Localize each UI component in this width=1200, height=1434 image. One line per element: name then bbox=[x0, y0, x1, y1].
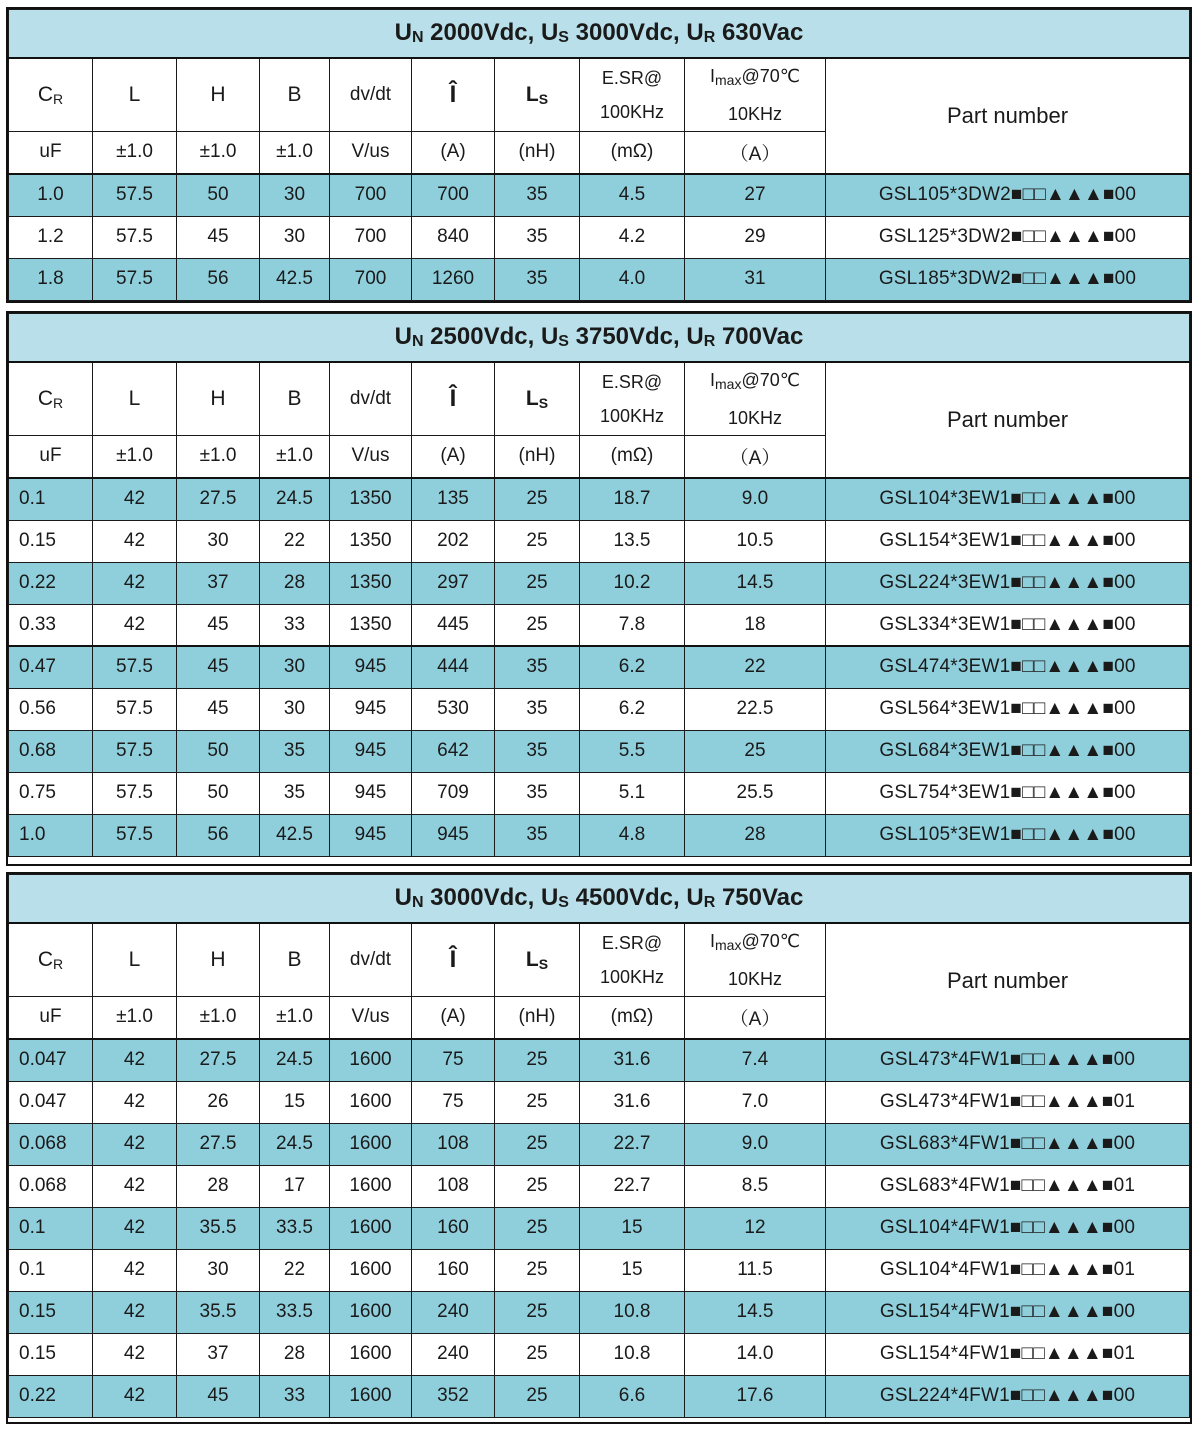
spec-table bbox=[8, 313, 1190, 857]
cell-inductance: 35 bbox=[495, 814, 580, 856]
cell-length: 42 bbox=[93, 1291, 177, 1333]
col-header-part-number: Part number bbox=[826, 362, 1190, 479]
table-row bbox=[9, 772, 1190, 814]
cell-height: 35.5 bbox=[177, 1207, 260, 1249]
cell-capacitance: 0.068 bbox=[9, 1165, 93, 1207]
cell-capacitance: 0.75 bbox=[9, 772, 93, 814]
cell-height: 37 bbox=[177, 1333, 260, 1375]
cell-breadth: 33.5 bbox=[260, 1207, 330, 1249]
cell-part-number: GSL125*3DW2■□□▲▲▲■00 bbox=[826, 216, 1190, 258]
cell-peak-current: 709 bbox=[412, 772, 495, 814]
unit-breadth: ±1.0 bbox=[260, 435, 330, 478]
cell-inductance: 35 bbox=[495, 258, 580, 300]
cell-imax: 22.5 bbox=[685, 688, 826, 730]
cell-esr: 5.1 bbox=[580, 772, 685, 814]
table-row bbox=[9, 1165, 1190, 1207]
cell-length: 42 bbox=[93, 520, 177, 562]
cell-capacitance: 0.15 bbox=[9, 1333, 93, 1375]
cell-inductance: 25 bbox=[495, 520, 580, 562]
unit-breadth: ±1.0 bbox=[260, 131, 330, 174]
cell-peak-current: 352 bbox=[412, 1375, 495, 1417]
cell-peak-current: 75 bbox=[412, 1081, 495, 1123]
cell-height: 56 bbox=[177, 258, 260, 300]
cell-height: 28 bbox=[177, 1165, 260, 1207]
cell-imax: 28 bbox=[685, 814, 826, 856]
cell-imax: 29 bbox=[685, 216, 826, 258]
cell-breadth: 28 bbox=[260, 562, 330, 604]
col-header-capacitance: $C_R$ bbox=[9, 362, 93, 436]
cell-part-number: GSL185*3DW2■□□▲▲▲■00 bbox=[826, 258, 1190, 300]
col-header-breadth: B bbox=[260, 58, 330, 132]
cell-inductance: 25 bbox=[495, 562, 580, 604]
cell-capacitance: 0.56 bbox=[9, 688, 93, 730]
cell-capacitance: 0.068 bbox=[9, 1123, 93, 1165]
cell-part-number: GSL105*3DW2■□□▲▲▲■00 bbox=[826, 174, 1190, 216]
unit-imax: （A） bbox=[685, 435, 826, 478]
table-row bbox=[9, 688, 1190, 730]
voltage-rating-title: $U_N$ 2500Vdc, $U_S$ 3750Vdc, $U_R$ 700Vac bbox=[9, 314, 1190, 362]
cell-peak-current: 945 bbox=[412, 814, 495, 856]
cell-length: 57.5 bbox=[93, 216, 177, 258]
unit-breadth: ±1.0 bbox=[260, 996, 330, 1039]
cell-capacitance: 0.1 bbox=[9, 478, 93, 520]
spec-table bbox=[8, 874, 1190, 1418]
col-header-height: H bbox=[177, 58, 260, 132]
table-row bbox=[9, 216, 1190, 258]
cell-inductance: 35 bbox=[495, 174, 580, 216]
col-header-dvdt: dv/dt bbox=[330, 58, 412, 132]
cell-inductance: 35 bbox=[495, 688, 580, 730]
spec-table-section bbox=[6, 872, 1192, 1424]
cell-length: 42 bbox=[93, 1165, 177, 1207]
cell-esr: 6.6 bbox=[580, 1375, 685, 1417]
cell-capacitance: 0.47 bbox=[9, 646, 93, 688]
table-row bbox=[9, 478, 1190, 520]
table-row bbox=[9, 1291, 1190, 1333]
col-header-esr: E.SR@ 100KHz bbox=[580, 58, 685, 132]
cell-peak-current: 444 bbox=[412, 646, 495, 688]
cell-dvdt: 1600 bbox=[330, 1249, 412, 1291]
voltage-rating-title: $U_N$ 2000Vdc, $U_S$ 3000Vdc, $U_R$ 630Vac bbox=[9, 10, 1190, 58]
cell-inductance: 25 bbox=[495, 1249, 580, 1291]
cell-inductance: 25 bbox=[495, 1375, 580, 1417]
cell-height: 50 bbox=[177, 730, 260, 772]
cell-capacitance: 0.1 bbox=[9, 1249, 93, 1291]
cell-imax: 17.6 bbox=[685, 1375, 826, 1417]
cell-dvdt: 945 bbox=[330, 814, 412, 856]
cell-length: 42 bbox=[93, 562, 177, 604]
col-header-esr: E.SR@ 100KHz bbox=[580, 362, 685, 436]
cell-peak-current: 135 bbox=[412, 478, 495, 520]
cell-inductance: 25 bbox=[495, 478, 580, 520]
cell-length: 42 bbox=[93, 1207, 177, 1249]
cell-breadth: 24.5 bbox=[260, 1123, 330, 1165]
spec-table bbox=[8, 9, 1190, 301]
unit-esr: (mΩ) bbox=[580, 996, 685, 1039]
cell-part-number: GSL683*4FW1■□□▲▲▲■01 bbox=[826, 1165, 1190, 1207]
cell-dvdt: 945 bbox=[330, 646, 412, 688]
cell-dvdt: 945 bbox=[330, 688, 412, 730]
unit-height: ±1.0 bbox=[177, 435, 260, 478]
cell-height: 30 bbox=[177, 1249, 260, 1291]
cell-capacitance: 0.047 bbox=[9, 1039, 93, 1081]
cell-dvdt: 1350 bbox=[330, 562, 412, 604]
cell-part-number: GSL224*4FW1■□□▲▲▲■00 bbox=[826, 1375, 1190, 1417]
cell-part-number: GSL104*4FW1■□□▲▲▲■01 bbox=[826, 1249, 1190, 1291]
cell-esr: 31.6 bbox=[580, 1081, 685, 1123]
cell-imax: 12 bbox=[685, 1207, 826, 1249]
unit-length: ±1.0 bbox=[93, 131, 177, 174]
unit-length: ±1.0 bbox=[93, 435, 177, 478]
cell-imax: 10.5 bbox=[685, 520, 826, 562]
unit-capacitance: uF bbox=[9, 435, 93, 478]
table-row bbox=[9, 520, 1190, 562]
cell-dvdt: 1350 bbox=[330, 520, 412, 562]
col-header-peak-current: Î bbox=[412, 923, 495, 997]
cell-dvdt: 1600 bbox=[330, 1291, 412, 1333]
cell-inductance: 25 bbox=[495, 1081, 580, 1123]
cell-imax: 14.5 bbox=[685, 562, 826, 604]
cell-inductance: 25 bbox=[495, 1123, 580, 1165]
cell-part-number: GSL154*3EW1■□□▲▲▲■00 bbox=[826, 520, 1190, 562]
col-header-length: L bbox=[93, 362, 177, 436]
cell-imax: 25.5 bbox=[685, 772, 826, 814]
table-row bbox=[9, 730, 1190, 772]
cell-height: 27.5 bbox=[177, 1039, 260, 1081]
cell-peak-current: 700 bbox=[412, 174, 495, 216]
col-header-imax: $I_{max}@70℃$ 10KHz bbox=[685, 58, 826, 132]
cell-dvdt: 1600 bbox=[330, 1207, 412, 1249]
cell-inductance: 25 bbox=[495, 1333, 580, 1375]
unit-inductance: (nH) bbox=[495, 996, 580, 1039]
cell-imax: 7.4 bbox=[685, 1039, 826, 1081]
unit-peak-current: (A) bbox=[412, 996, 495, 1039]
unit-dvdt: V/us bbox=[330, 131, 412, 174]
cell-peak-current: 160 bbox=[412, 1249, 495, 1291]
cell-breadth: 24.5 bbox=[260, 478, 330, 520]
cell-capacitance: 0.047 bbox=[9, 1081, 93, 1123]
cell-peak-current: 240 bbox=[412, 1291, 495, 1333]
unit-peak-current: (A) bbox=[412, 131, 495, 174]
cell-part-number: GSL473*4FW1■□□▲▲▲■00 bbox=[826, 1039, 1190, 1081]
cell-height: 50 bbox=[177, 174, 260, 216]
cell-peak-current: 75 bbox=[412, 1039, 495, 1081]
cell-height: 50 bbox=[177, 772, 260, 814]
cell-capacitance: 0.22 bbox=[9, 562, 93, 604]
cell-peak-current: 202 bbox=[412, 520, 495, 562]
voltage-rating-title: $U_N$ 3000Vdc, $U_S$ 4500Vdc, $U_R$ 750Vac bbox=[9, 875, 1190, 923]
cell-peak-current: 108 bbox=[412, 1123, 495, 1165]
col-header-inductance: $L_S$ bbox=[495, 362, 580, 436]
cell-part-number: GSL104*3EW1■□□▲▲▲■00 bbox=[826, 478, 1190, 520]
cell-length: 42 bbox=[93, 1039, 177, 1081]
cell-peak-current: 240 bbox=[412, 1333, 495, 1375]
col-header-length: L bbox=[93, 923, 177, 997]
col-header-breadth: B bbox=[260, 362, 330, 436]
cell-dvdt: 700 bbox=[330, 174, 412, 216]
cell-imax: 14.5 bbox=[685, 1291, 826, 1333]
cell-dvdt: 1600 bbox=[330, 1375, 412, 1417]
cell-peak-current: 530 bbox=[412, 688, 495, 730]
cell-esr: 15 bbox=[580, 1249, 685, 1291]
cell-part-number: GSL684*3EW1■□□▲▲▲■00 bbox=[826, 730, 1190, 772]
table-row bbox=[9, 1333, 1190, 1375]
cell-length: 57.5 bbox=[93, 730, 177, 772]
col-header-imax: $I_{max}@70℃$ 10KHz bbox=[685, 923, 826, 997]
cell-peak-current: 297 bbox=[412, 562, 495, 604]
cell-esr: 4.2 bbox=[580, 216, 685, 258]
cell-esr: 18.7 bbox=[580, 478, 685, 520]
table-row bbox=[9, 1249, 1190, 1291]
cell-dvdt: 945 bbox=[330, 772, 412, 814]
unit-height: ±1.0 bbox=[177, 131, 260, 174]
table-row bbox=[9, 814, 1190, 856]
cell-length: 42 bbox=[93, 1123, 177, 1165]
cell-length: 42 bbox=[93, 1081, 177, 1123]
cell-dvdt: 1350 bbox=[330, 478, 412, 520]
table-row bbox=[9, 1123, 1190, 1165]
cell-breadth: 30 bbox=[260, 174, 330, 216]
cell-dvdt: 945 bbox=[330, 730, 412, 772]
cell-dvdt: 700 bbox=[330, 258, 412, 300]
cell-imax: 11.5 bbox=[685, 1249, 826, 1291]
cell-peak-current: 1260 bbox=[412, 258, 495, 300]
cell-breadth: 35 bbox=[260, 772, 330, 814]
col-header-height: H bbox=[177, 362, 260, 436]
cell-part-number: GSL104*4FW1■□□▲▲▲■00 bbox=[826, 1207, 1190, 1249]
cell-height: 45 bbox=[177, 688, 260, 730]
unit-imax: （A） bbox=[685, 131, 826, 174]
cell-breadth: 42.5 bbox=[260, 814, 330, 856]
unit-height: ±1.0 bbox=[177, 996, 260, 1039]
cell-esr: 13.5 bbox=[580, 520, 685, 562]
cell-height: 27.5 bbox=[177, 478, 260, 520]
cell-imax: 8.5 bbox=[685, 1165, 826, 1207]
unit-length: ±1.0 bbox=[93, 996, 177, 1039]
cell-esr: 15 bbox=[580, 1207, 685, 1249]
unit-dvdt: V/us bbox=[330, 996, 412, 1039]
cell-dvdt: 1600 bbox=[330, 1123, 412, 1165]
cell-length: 42 bbox=[93, 478, 177, 520]
cell-esr: 6.2 bbox=[580, 646, 685, 688]
col-header-imax: $I_{max}@70℃$ 10KHz bbox=[685, 362, 826, 436]
cell-esr: 5.5 bbox=[580, 730, 685, 772]
cell-esr: 10.8 bbox=[580, 1291, 685, 1333]
col-header-height: H bbox=[177, 923, 260, 997]
cell-part-number: GSL154*4FW1■□□▲▲▲■00 bbox=[826, 1291, 1190, 1333]
cell-breadth: 33 bbox=[260, 604, 330, 646]
cell-breadth: 15 bbox=[260, 1081, 330, 1123]
cell-part-number: GSL564*3EW1■□□▲▲▲■00 bbox=[826, 688, 1190, 730]
cell-inductance: 35 bbox=[495, 772, 580, 814]
cell-part-number: GSL154*4FW1■□□▲▲▲■01 bbox=[826, 1333, 1190, 1375]
cell-height: 45 bbox=[177, 646, 260, 688]
col-header-dvdt: dv/dt bbox=[330, 362, 412, 436]
cell-breadth: 17 bbox=[260, 1165, 330, 1207]
cell-esr: 31.6 bbox=[580, 1039, 685, 1081]
cell-length: 57.5 bbox=[93, 174, 177, 216]
col-header-capacitance: $C_R$ bbox=[9, 923, 93, 997]
cell-esr: 6.2 bbox=[580, 688, 685, 730]
cell-breadth: 30 bbox=[260, 216, 330, 258]
cell-breadth: 33.5 bbox=[260, 1291, 330, 1333]
cell-inductance: 35 bbox=[495, 646, 580, 688]
cell-inductance: 25 bbox=[495, 1165, 580, 1207]
cell-part-number: GSL474*3EW1■□□▲▲▲■00 bbox=[826, 646, 1190, 688]
cell-height: 56 bbox=[177, 814, 260, 856]
cell-esr: 10.2 bbox=[580, 562, 685, 604]
cell-height: 26 bbox=[177, 1081, 260, 1123]
cell-height: 27.5 bbox=[177, 1123, 260, 1165]
unit-esr: (mΩ) bbox=[580, 131, 685, 174]
cell-peak-current: 160 bbox=[412, 1207, 495, 1249]
cell-capacitance: 0.15 bbox=[9, 1291, 93, 1333]
cell-capacitance: 1.0 bbox=[9, 174, 93, 216]
cell-capacitance: 1.0 bbox=[9, 814, 93, 856]
table-row bbox=[9, 604, 1190, 646]
cell-height: 45 bbox=[177, 216, 260, 258]
cell-peak-current: 445 bbox=[412, 604, 495, 646]
cell-breadth: 35 bbox=[260, 730, 330, 772]
cell-peak-current: 108 bbox=[412, 1165, 495, 1207]
table-row bbox=[9, 646, 1190, 688]
cell-imax: 31 bbox=[685, 258, 826, 300]
unit-inductance: (nH) bbox=[495, 435, 580, 478]
cell-imax: 7.0 bbox=[685, 1081, 826, 1123]
cell-length: 57.5 bbox=[93, 646, 177, 688]
cell-breadth: 30 bbox=[260, 646, 330, 688]
col-header-part-number: Part number bbox=[826, 58, 1190, 175]
cell-breadth: 33 bbox=[260, 1375, 330, 1417]
cell-capacitance: 0.68 bbox=[9, 730, 93, 772]
cell-breadth: 42.5 bbox=[260, 258, 330, 300]
cell-length: 57.5 bbox=[93, 688, 177, 730]
cell-part-number: GSL224*3EW1■□□▲▲▲■00 bbox=[826, 562, 1190, 604]
col-header-dvdt: dv/dt bbox=[330, 923, 412, 997]
cell-dvdt: 1600 bbox=[330, 1081, 412, 1123]
cell-part-number: GSL473*4FW1■□□▲▲▲■01 bbox=[826, 1081, 1190, 1123]
cell-esr: 4.8 bbox=[580, 814, 685, 856]
table-row bbox=[9, 1207, 1190, 1249]
cell-breadth: 22 bbox=[260, 1249, 330, 1291]
cell-capacitance: 0.22 bbox=[9, 1375, 93, 1417]
spec-table-section bbox=[6, 7, 1192, 303]
table-row bbox=[9, 1081, 1190, 1123]
table-row bbox=[9, 562, 1190, 604]
spec-table-section bbox=[6, 311, 1192, 866]
cell-dvdt: 1350 bbox=[330, 604, 412, 646]
cell-peak-current: 642 bbox=[412, 730, 495, 772]
cell-length: 42 bbox=[93, 1249, 177, 1291]
cell-inductance: 35 bbox=[495, 216, 580, 258]
cell-length: 42 bbox=[93, 1333, 177, 1375]
col-header-peak-current: Î bbox=[412, 58, 495, 132]
cell-breadth: 22 bbox=[260, 520, 330, 562]
cell-esr: 22.7 bbox=[580, 1165, 685, 1207]
cell-part-number: GSL683*4FW1■□□▲▲▲■00 bbox=[826, 1123, 1190, 1165]
cell-capacitance: 1.8 bbox=[9, 258, 93, 300]
col-header-part-number: Part number bbox=[826, 923, 1190, 1040]
cell-part-number: GSL754*3EW1■□□▲▲▲■00 bbox=[826, 772, 1190, 814]
unit-inductance: (nH) bbox=[495, 131, 580, 174]
cell-height: 37 bbox=[177, 562, 260, 604]
table-row bbox=[9, 1375, 1190, 1417]
cell-height: 30 bbox=[177, 520, 260, 562]
col-header-breadth: B bbox=[260, 923, 330, 997]
col-header-length: L bbox=[93, 58, 177, 132]
table-row bbox=[9, 174, 1190, 216]
cell-height: 35.5 bbox=[177, 1291, 260, 1333]
cell-inductance: 25 bbox=[495, 604, 580, 646]
cell-imax: 25 bbox=[685, 730, 826, 772]
cell-dvdt: 1600 bbox=[330, 1039, 412, 1081]
cell-part-number: GSL334*3EW1■□□▲▲▲■00 bbox=[826, 604, 1190, 646]
table-row bbox=[9, 258, 1190, 300]
cell-inductance: 25 bbox=[495, 1207, 580, 1249]
cell-esr: 4.0 bbox=[580, 258, 685, 300]
cell-capacitance: 0.33 bbox=[9, 604, 93, 646]
cell-imax: 22 bbox=[685, 646, 826, 688]
cell-breadth: 30 bbox=[260, 688, 330, 730]
cell-length: 42 bbox=[93, 604, 177, 646]
cell-height: 45 bbox=[177, 1375, 260, 1417]
col-header-inductance: $L_S$ bbox=[495, 58, 580, 132]
cell-inductance: 35 bbox=[495, 730, 580, 772]
cell-capacitance: 1.2 bbox=[9, 216, 93, 258]
unit-capacitance: uF bbox=[9, 996, 93, 1039]
unit-esr: (mΩ) bbox=[580, 435, 685, 478]
table-row bbox=[9, 1039, 1190, 1081]
cell-esr: 22.7 bbox=[580, 1123, 685, 1165]
cell-inductance: 25 bbox=[495, 1039, 580, 1081]
cell-capacitance: 0.15 bbox=[9, 520, 93, 562]
cell-imax: 14.0 bbox=[685, 1333, 826, 1375]
col-header-capacitance: $C_R$ bbox=[9, 58, 93, 132]
cell-esr: 4.5 bbox=[580, 174, 685, 216]
cell-dvdt: 1600 bbox=[330, 1165, 412, 1207]
cell-length: 57.5 bbox=[93, 258, 177, 300]
cell-breadth: 24.5 bbox=[260, 1039, 330, 1081]
col-header-inductance: $L_S$ bbox=[495, 923, 580, 997]
cell-esr: 7.8 bbox=[580, 604, 685, 646]
cell-length: 57.5 bbox=[93, 772, 177, 814]
cell-inductance: 25 bbox=[495, 1291, 580, 1333]
cell-peak-current: 840 bbox=[412, 216, 495, 258]
cell-dvdt: 700 bbox=[330, 216, 412, 258]
unit-dvdt: V/us bbox=[330, 435, 412, 478]
cell-height: 45 bbox=[177, 604, 260, 646]
cell-imax: 9.0 bbox=[685, 1123, 826, 1165]
cell-imax: 18 bbox=[685, 604, 826, 646]
cell-length: 57.5 bbox=[93, 814, 177, 856]
unit-capacitance: uF bbox=[9, 131, 93, 174]
cell-imax: 9.0 bbox=[685, 478, 826, 520]
col-header-esr: E.SR@ 100KHz bbox=[580, 923, 685, 997]
cell-imax: 27 bbox=[685, 174, 826, 216]
col-header-peak-current: Î bbox=[412, 362, 495, 436]
unit-peak-current: (A) bbox=[412, 435, 495, 478]
cell-esr: 10.8 bbox=[580, 1333, 685, 1375]
unit-imax: （A） bbox=[685, 996, 826, 1039]
cell-dvdt: 1600 bbox=[330, 1333, 412, 1375]
cell-length: 42 bbox=[93, 1375, 177, 1417]
cell-part-number: GSL105*3EW1■□□▲▲▲■00 bbox=[826, 814, 1190, 856]
cell-capacitance: 0.1 bbox=[9, 1207, 93, 1249]
cell-breadth: 28 bbox=[260, 1333, 330, 1375]
